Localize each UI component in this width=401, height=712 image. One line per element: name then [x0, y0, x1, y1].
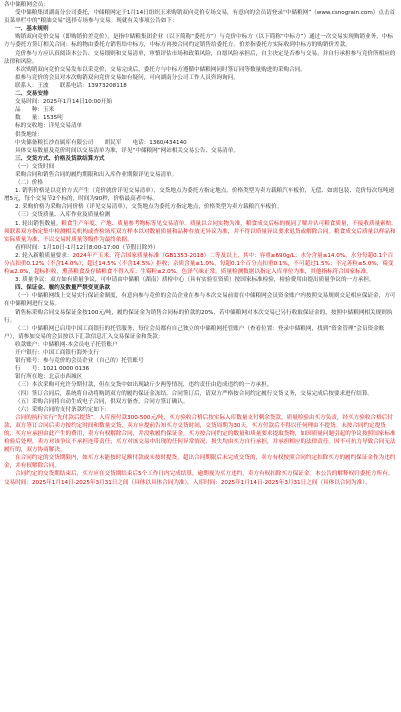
payment-terms-paragraph: 在合同约定的交货期限内，如买方未能按时足额付款或未按时提货，超出合同期限后未完成交货的，卖方有权按照合同约定扣除买方的履约保证金作为违约金，并有权解除合同。 [4, 455, 396, 470]
quality-paragraph [4, 252, 397, 276]
contact-line: 联系人：王波 联系电话：13973208118 [15, 82, 127, 89]
subsection-title: （三）交货质量、入库作业及质量检测 [15, 212, 111, 219]
deposit-paragraph: （二）中储粮网已启用中国工商银行的托管服务，每位会员都有自己独立的中储粮网托管账户（查看位置：登录中储粮网，找到“资金管理”会员资金账户），请参加交易的会员按以下汇款信息汇入交易保证金和货款： [4, 325, 385, 340]
deposit-paragraph: （六）采购合同的支付条款约定如下： [15, 406, 111, 413]
section-1-paragraph: 本次购销双向竞价交易发布以采竞价，交易完成后，委托方与中标方遵循中储粮网同时签订同等数量购进的采购合同。 [15, 66, 306, 73]
delivery-place: 标的交收地：详见交易清单 [15, 123, 83, 130]
deposit-paragraph: （一）中储粮网线上交易实行保证金制度，有意向参与竞价的会员企业在参与本次交易前需在中储粮网会员资金账户内按照交易规则交足相应保证金，方可在中储粮网进行交易。 [4, 293, 396, 308]
deposit-paragraph: 销售标采购合同交易保证金按100元/吨，履约保证金为销售合同标的价款的20%，若中储粮网对本次交易已另行收取保证金的，按照中储粮网相关规则执行。 [4, 309, 393, 324]
payment-terms-paragraph: 合同约定的交货期结束后，买方应在交货期结束后5个工作日内完成结算，逾期视为买方违约，卖方有权扣除买方保证金。本公告的解释权归委托方所有。交易时间：2025年1月14日-2025年3月31日之间（具体以具体合同为准）。入库时间：2025年1月14日-2025年3月31日之间（具体以合同为准）。 [4, 471, 394, 486]
trade-time: 交易时间：2025年1月14日10:00开始 [15, 99, 112, 106]
subsection-title: （二）价格 [15, 180, 43, 187]
quality-lead: 2. 轮入新粮质量要求： [15, 252, 73, 259]
quality-highlight: 粮食生产年度、产地、质量参考物标等见交易清单。质量以合同实物为准，粮食成交后标的视同了解并认可粮食质量，不接收质量索赔。须联系双方指定集中检测相关机构或查检场库双方样本以对数量质量和品种存放无异议为准，并不得以质量异议要求退货或解除合同。粮食成交后质量以样品和实际质量为准，不以交易时质量等级作为最终依据。 [4, 220, 397, 243]
payment-terms-paragraph: 合同的执行实行“先付款后提货”。入库预付款300-500元/吨，买方验收合格后按实际入库数量支付剩余货款，质量检验由买方负责，经买方验收合格后付款，双方签订合同后卖方按约定时间和数量交货，卖方应提前告知买方交货时间，交货周期为30天，买方付款后不得以任何理由不提货。未按合同约定提货的，买方应承担由此产生的费用，卖方有权解除合同，并没收履约保证金。买方按合同约定的数量和质量要求提取货物，如因质量问题引起的争议按照国家标准检验后处理，卖方对该争议不承担连带责任；买方对该交易中出现的任何异常情况、损失均由买方自行承担，并承担相应的法律责任。因不可抗力导致合同无法履行的，双方协商解决。 [4, 414, 396, 454]
quality-paragraph [4, 220, 397, 244]
deposit-paragraph: （五）采购合同将自动生成电子合同，供双方备查，合同方签订确认。 [15, 398, 189, 405]
subsection-title: （一）交货时间 [15, 163, 55, 170]
price-paragraph: 2. 采购价格为采购合同价格（详见交易清单），交货地点为委托方指定地点，价格类型为卖方载粮汽车板价。 [15, 204, 283, 211]
quality-paragraph: 3. 质量争议：双方如有质量争议，可申请由中储粮（湖南）质检中心（具有实验室资质）按国家标准检验，检验费用由提出质量争议的一方承担。 [15, 277, 375, 284]
section-2-note: 具体交易数量及竞价时间以交易清单为准，详见“中储粮网”网站相关交易公告、交易清单。 [15, 147, 239, 154]
deposit-paragraph: （四）签订合同后，系统将自动将购销双方的履约保证金冻结。合同签订后，请双方严格按合同约定履行交货义务，交易完成后按要求进行结算。 [15, 390, 374, 397]
section-1-paragraph: 购销双向竞价交易（即购销价差竞价），是指中储粮集团企业（以下简称“委托方”）与竞价中标方（以下简称“中标方”）通过一次交易实现购销业务，中标方与委托方签订相关合同：标的物由委托方销售给中标方，中标方再按合同约定销售给委托方。价差指委托方实际收到中标方的购销价差款。 [4, 34, 393, 49]
bank-account-number: 银行账号：参与竞价的会员企业（自己的）托管账号 [15, 358, 144, 365]
section-1-paragraph: 拟参与竞价的会员对本次购销双向竞价交易如有疑问，可向湖南分公司工作人员咨询询问。 [15, 74, 239, 81]
bank-location: 银行所在地：北京市西城区 [15, 374, 83, 381]
section-3-title: 三、交货方式、价格及货款结算方式 [15, 155, 105, 162]
deposit-paragraph: （三）本次采购可允许分期付款，但在交货中如出现缺斤少两等情况，违约责任由造成违约的一方承担。 [15, 382, 273, 389]
trade-variety: 品 种：玉米 [15, 107, 55, 114]
delivery-time-text: 采购合同和销售合同的履约期限和出入库作业期限详见交易清单。 [15, 171, 178, 178]
quality-lead: 1. 轮出销售数量。 [15, 220, 62, 227]
price-paragraph: 1. 销售价格是以竞价方式产生（竞价就价详见交易清单），交货地点为委托方指定地点，价格类型为卖方载粮汽车板价，无偿、如需包装、竞价每次每吨递增5元，每个交易节2个标的，时间为90秒，价格最高者中标。 [4, 188, 395, 203]
trade-quantity: 数 量：1535吨 [15, 115, 63, 122]
bank-account-name: 收款账户：中储粮网-本会员电子托管账户 [15, 341, 118, 348]
inspection-time: 看样时间：1月10日-1月12日8:00-17:00（节假日除外） [15, 244, 159, 251]
bank-code: 行 号：1021 0000 0136 [15, 366, 90, 373]
quality-highlight: 2024年产玉米，符合国家质量标准（GB1353-2018）二等及以上，其中：容重≥690g/L；水分含量≤14.0%，水分每超0.1个百分点扣重0.12%（不含14.0%），超过14.5%（不含14.5%）拒收；杂质含量≤1.0%，每超0.1个百分点扣重0.1%，不可超过1.5%；不完善粒≤5.0%，霉变粒≤2.0%，超标拒收，熏蒸粮食及存储粮食不得入库；生霉粒≤2.0%，色泽气味正常。质量检测数据以指定入库单位为准，其他指标符合国家标准。 [4, 252, 394, 276]
section-1-paragraph: 竞价参与方应认真阅读本公告、交易细则和交易清单，审慎评估市场和政策风险，自愿风险承担后，自主决定是否参与交易，并自行承担参与竞价所相应的法律和风险。 [4, 50, 396, 65]
bank-name: 开户银行：中国工商银行海外支行 [15, 350, 99, 357]
section-2-title: 二、交易安排 [15, 91, 49, 98]
section-1-title: 一、基本规则 [15, 26, 49, 33]
section-4-title: 四、保证金、履约及数量严禁变更条款 [15, 285, 111, 292]
greeting: 各中储粮网会员： [4, 2, 49, 8]
supply-address-label: 供货地址： [15, 131, 43, 138]
supply-address: 中央储备粮长沙直属库有限公司 胡民军 电话：1360/434140 [15, 139, 187, 146]
intro-paragraph: 受中储粮集团湖南分公司委托，中储粮网定于1月14日组织玉米购销双向竞价专场交易，有意向的会员请登录“中储粮网”（www.csnograin.com）点击首页菜单栏中的“粮油交易”选择专场参与交易。现就有关事项公告如下： [4, 10, 396, 25]
